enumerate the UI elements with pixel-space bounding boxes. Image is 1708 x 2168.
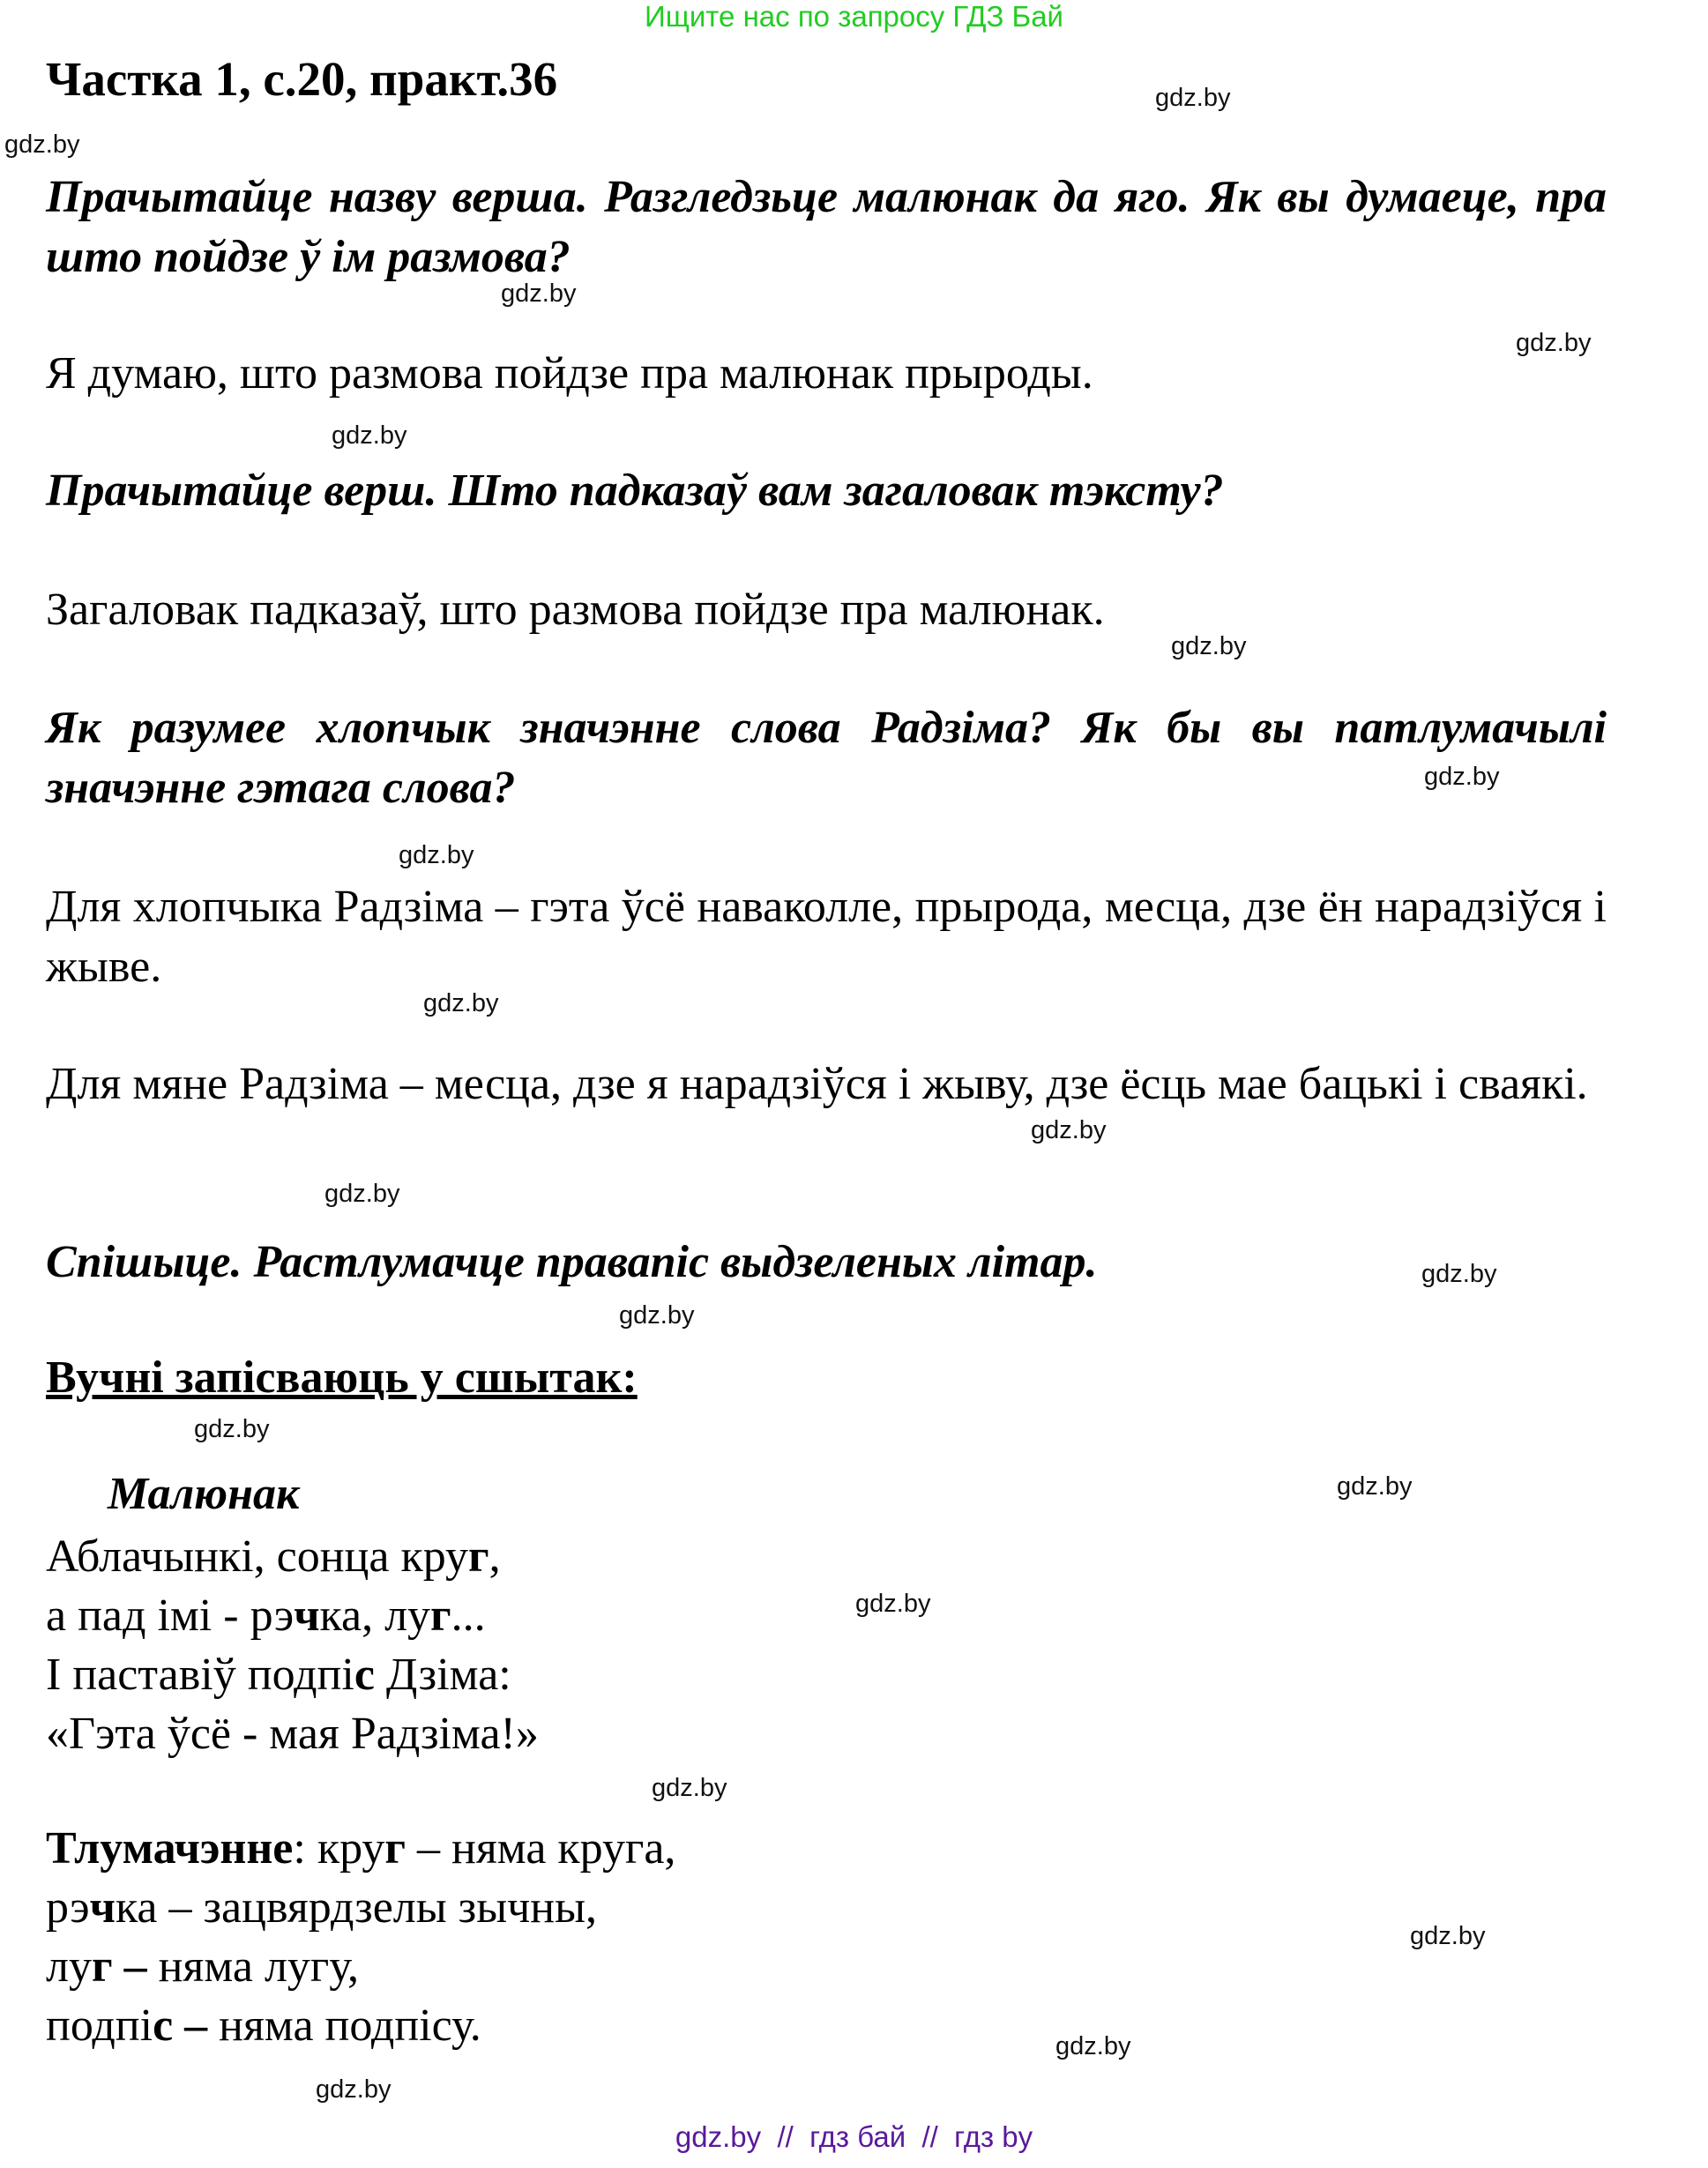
watermark: gdz.by <box>1410 1922 1486 1950</box>
watermark: gdz.by <box>332 421 407 450</box>
watermark: gdz.by <box>1171 632 1247 660</box>
watermark: gdz.by <box>501 279 577 308</box>
question-3: Як разумее хлопчык значэнне слова Радзіма? Як бы вы патлумачылі значэнне гэтага слова? <box>46 703 1607 813</box>
explanation-line-4: подпіс – няма подпісу. <box>46 2000 481 2051</box>
question-4: Спішыце. Растлумачце правапіс выдзеленых літар. <box>46 1237 1098 1287</box>
watermark: gdz.by <box>316 2075 392 2104</box>
explanation-line-1: Тлумачэнне: круг – няма круга, <box>46 1823 676 1874</box>
subheading: Вучні запісваюць у сшытак: <box>46 1352 638 1403</box>
watermark: gdz.by <box>423 989 499 1017</box>
poem-line-1: Аблачынкі, сонца круг, <box>46 1531 501 1582</box>
poem-title: Малюнак <box>108 1469 300 1519</box>
watermark: gdz.by <box>324 1180 400 1208</box>
answer-2: Загаловак падказаў, што размова пойдзе пра малюнак. <box>46 585 1105 635</box>
watermark: gdz.by <box>194 1415 270 1443</box>
answer-1: Я думаю, што размова пойдзе пра малюнак прыроды. <box>46 348 1093 399</box>
watermark: gdz.by <box>1031 1116 1107 1144</box>
watermark: gdz.by <box>399 841 474 869</box>
page-title: Частка 1, с.20, практ.36 <box>46 52 558 106</box>
watermark: gdz.by <box>1424 763 1500 791</box>
answer-3: Для хлопчыка Радзіма – гэта ўсё наваколле, прырода, месца, дзе ён нарадзіўся і жыве. <box>46 882 1607 992</box>
watermark: gdz.by <box>1055 2032 1131 2060</box>
question-2: Прачытайце верш. Што падказаў вам загаловак тэксту? <box>46 466 1224 516</box>
search-banner: Ищите нас по запросу ГДЗ Бай <box>645 0 1063 33</box>
explanation-line-2: рэчка – зацвярдзелы зычны, <box>46 1882 598 1933</box>
watermark: gdz.by <box>1155 84 1231 112</box>
poem-body <box>46 1527 539 1763</box>
watermark: gdz.by <box>4 130 80 159</box>
watermark: gdz.by <box>1337 1472 1413 1501</box>
explanation-line-3: луг – няма лугу, <box>46 1941 360 1992</box>
explanation <box>46 1819 675 2055</box>
watermark: gdz.by <box>652 1774 727 1802</box>
answer-4: Для мяне Радзіма – месца, дзе я нарадзіўся і жыву, дзе ёсць мае бацькі і сваякі. <box>46 1059 1588 1109</box>
poem-line-4: «Гэта ўсё - мая Радзіма!» <box>46 1709 539 1759</box>
poem-line-3: І паставіў подпіс Дзіма: <box>46 1650 511 1700</box>
poem-line-2: а пад імі - рэчка, луг... <box>46 1591 486 1641</box>
watermark: gdz.by <box>855 1590 931 1618</box>
watermark: gdz.by <box>619 1301 695 1330</box>
question-1: Прачытайце назву верша. Разгледзьце малюнак да яго. Як вы думаеце, пра што пойдзе ў ім размова? <box>46 172 1607 282</box>
footer-links: gdz.by // гдз бай // гдз by <box>675 2120 1033 2153</box>
watermark: gdz.by <box>1421 1260 1497 1288</box>
watermark: gdz.by <box>1516 329 1592 357</box>
